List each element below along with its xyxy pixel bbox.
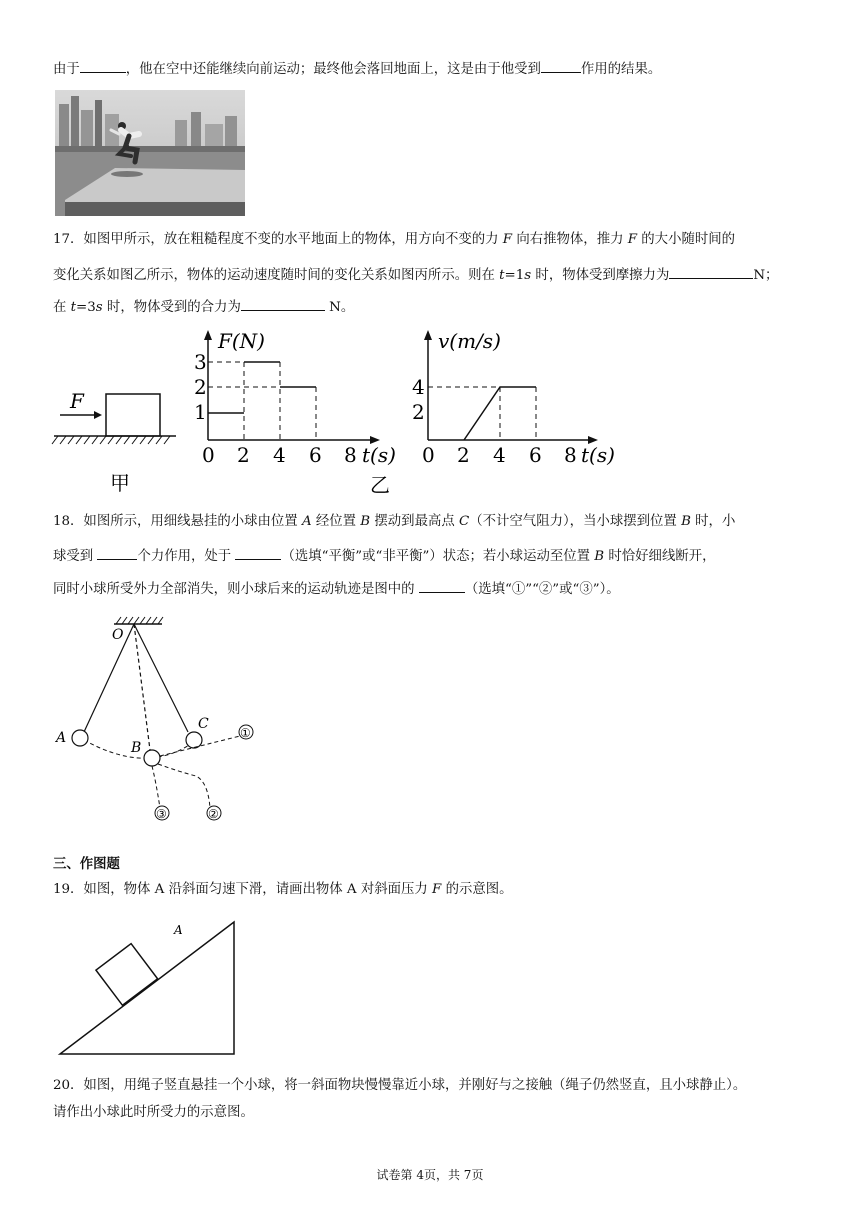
x-tick-8: 8 bbox=[564, 443, 577, 467]
answer-blank-state[interactable] bbox=[235, 545, 281, 560]
y-axis-label-F: F(N) bbox=[218, 329, 265, 353]
q16-text-line: 由于 ，他在空中还能继续向前运动；最终他会落回地面上，这是由于他受到 作用的结果。 bbox=[53, 58, 661, 80]
path-3-label: ③ bbox=[156, 807, 167, 821]
fig-yi-force-time-graph bbox=[194, 329, 396, 497]
point-A-label: A bbox=[56, 730, 67, 746]
x-tick-2: 2 bbox=[237, 443, 250, 467]
y-tick-1: 1 bbox=[194, 400, 207, 424]
point-O-label: O bbox=[112, 627, 124, 643]
q17-line-3: 在 t=3s 时，物体受到的合力为 N。 bbox=[53, 296, 354, 318]
path-1-label: ① bbox=[240, 726, 251, 740]
force-label: F bbox=[70, 389, 84, 413]
fig-bing-velocity-time-graph bbox=[412, 329, 615, 467]
q17-line-1: 17．如图甲所示，放在粗糙程度不变的水平地面上的物体，用方向不变的力 F 向右推物体，推力 F 的大小随时间的 bbox=[53, 232, 736, 247]
q19-line-1: 19．如图，物体 A 沿斜面匀速下滑，请画出物体 A 对斜面压力 F 的示意图。 bbox=[53, 882, 513, 897]
path-2-label: ② bbox=[208, 807, 219, 821]
fig-jia-block-diagram bbox=[52, 389, 176, 495]
x-tick-6: 6 bbox=[309, 443, 322, 467]
x-tick-8: 8 bbox=[344, 443, 357, 467]
q20-line-1: 20．如图，用绳子竖直悬挂一个小球，将一斜面物块慢慢靠近小球，并刚好与之接触（绳子仍然竖直，且小球静止）。 bbox=[53, 1078, 747, 1093]
block bbox=[106, 394, 160, 436]
answer-blank-friction[interactable] bbox=[669, 264, 753, 279]
answer-blank-inertia[interactable] bbox=[80, 58, 126, 73]
ball-B bbox=[144, 750, 160, 766]
q18-line-3: 同时小球所受外力全部消失，则小球后来的运动轨迹是图中的 （选填“①”“②”或“③”）。 bbox=[53, 578, 620, 600]
y-tick-2: 2 bbox=[194, 375, 207, 399]
q17-line-2: 变化关系如图乙所示，物体的运动速度随时间的变化关系如图丙所示。则在 t=1s 时，物体受到摩擦力为 N； bbox=[53, 264, 778, 286]
x-tick-4: 4 bbox=[493, 443, 506, 467]
block-A-label: A bbox=[174, 923, 183, 937]
x-tick-6: 6 bbox=[529, 443, 542, 467]
ball-A bbox=[72, 730, 88, 746]
x-tick-4: 4 bbox=[273, 443, 286, 467]
point-B-label: B bbox=[131, 740, 142, 756]
incline bbox=[60, 922, 234, 1054]
q17-figures bbox=[40, 320, 640, 500]
y-tick-2: 2 bbox=[412, 400, 425, 424]
section-title-drawing: 三、作图题 bbox=[53, 856, 120, 872]
ball-C bbox=[186, 732, 202, 748]
answer-blank-net-force[interactable] bbox=[241, 296, 325, 311]
y-tick-4: 4 bbox=[412, 375, 425, 399]
y-axis-label-v: v(m/s) bbox=[438, 329, 501, 353]
caption-jia: 甲 bbox=[110, 471, 130, 495]
answer-blank-force-count[interactable] bbox=[97, 545, 137, 560]
q20-line-2: 请作出小球此时所受力的示意图。 bbox=[53, 1105, 254, 1120]
trajectory-3 bbox=[152, 766, 160, 808]
x-axis-label-t: t(s) bbox=[362, 443, 396, 467]
x-tick-2: 2 bbox=[457, 443, 470, 467]
x-tick-0: 0 bbox=[422, 443, 435, 467]
answer-blank-gravity[interactable] bbox=[541, 58, 581, 73]
caption-yi: 乙 bbox=[370, 473, 390, 497]
incline-figure bbox=[54, 916, 244, 1060]
page-footer: 试卷第 4页，共 7页 bbox=[376, 1168, 484, 1182]
answer-blank-trajectory[interactable] bbox=[419, 578, 465, 593]
x-tick-0: 0 bbox=[202, 443, 215, 467]
long-jump-photo bbox=[55, 90, 245, 216]
q18-line-1: 18．如图所示，用细线悬挂的小球由位置 A 经位置 B 摆动到最高点 C（不计空气阻力），当小球摆到位置 B 时，小 bbox=[53, 514, 736, 529]
q18-line-2: 球受到 个力作用，处于 （选填“平衡”或“非平衡”）状态；若小球运动至位置 B 时恰好细线断开， bbox=[53, 545, 716, 567]
point-C-label: C bbox=[198, 716, 209, 732]
y-tick-3: 3 bbox=[194, 350, 207, 374]
trajectory-2 bbox=[158, 764, 210, 808]
pendulum-figure bbox=[50, 612, 270, 828]
x-axis-label-t: t(s) bbox=[581, 443, 615, 467]
